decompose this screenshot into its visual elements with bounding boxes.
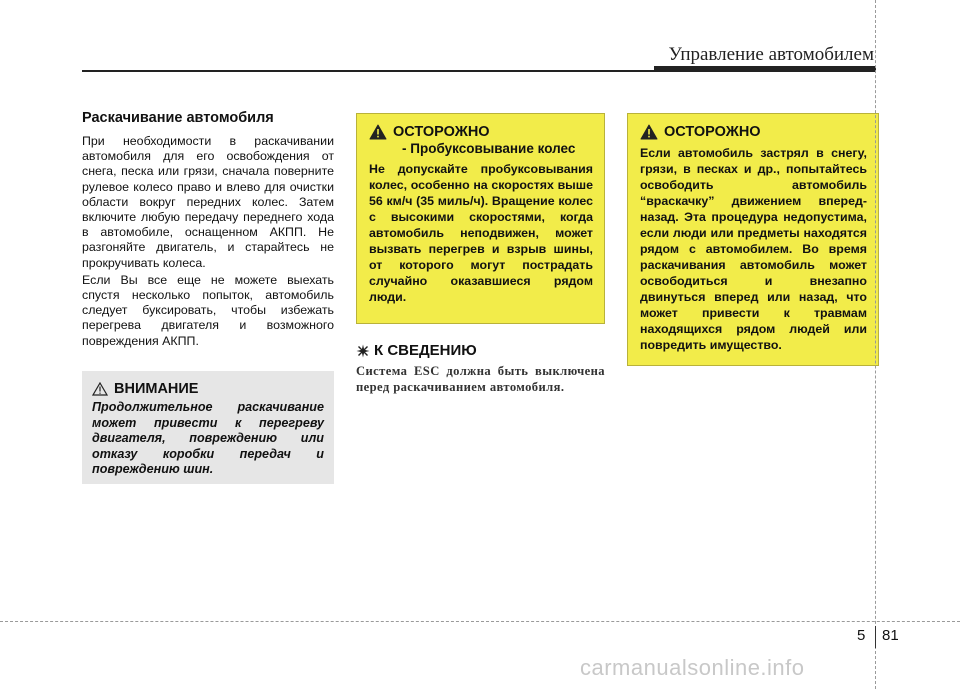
paragraph: Если Вы все еще не можете выехать спустя несколько попыток, автомобиль следует буксировать, чтобы избежать перегрева двигателя и возможного повреждения АКПП. (82, 272, 334, 348)
warning-header (640, 124, 867, 140)
info-text: Система ESC должна быть выключена перед раскачиванием автомобиля. (356, 364, 605, 394)
info-header (356, 342, 605, 359)
warning-text: Если автомобиль застрял в снегу, грязи, в песках и др., попытайтесь освободить автомобиль “враскачку” движением вперед-назад. Эта процедура недопустима, если люди или предметы находятся рядом с автомобилем. Во время раскачивания автомобиль может освободиться и внезапно двинуться вперед или назад, что может привести к травмам находящихся рядом людей или повредить имущество. (640, 146, 867, 352)
paragraph: При необходимости в раскачивании автомобиля для его освобождения от снега, песка или грязи, сначала поверните рулевое колесо право и влево для очистки области вокруг передних колес. Затем включите любую передачу переднего хода в автомобиле, оснащенном АКПП. Не разгоняйте двигатель, и старайтесь не прокручивать колеса. (82, 134, 334, 270)
info-note (356, 342, 605, 395)
attention-header (92, 381, 324, 397)
warning-triangle-icon (369, 124, 387, 140)
chapter-number: 5 (857, 627, 866, 644)
footer-rule (0, 621, 960, 622)
page-number: 81 (882, 627, 899, 644)
warning-title: ОСТОРОЖНО (664, 124, 761, 140)
header-rule-thick (654, 66, 876, 72)
warning-text: Не допускайте пробуксовывания колес, особенно на скоростях выше 56 км/ч (35 миль/ч). Вращение колес с высокими скоростями, когда автомобиль неподвижен, может вызвать перегрев и взрыв шины, от которого могут пострадать случайно оказавшиеся рядом люди. (369, 162, 593, 304)
warning-box-wheel-spin (356, 113, 605, 324)
warning-box-rocking (627, 113, 879, 366)
info-title: К СВЕДЕНИЮ (374, 342, 477, 359)
attention-box (82, 371, 334, 484)
page-number-divider (875, 626, 876, 648)
warning-triangle-icon (640, 124, 658, 140)
footer-vertical-rule (875, 0, 876, 689)
header-title: Управление автомобилем (668, 44, 874, 65)
attention-title: ВНИМАНИЕ (114, 381, 199, 397)
watermark: carmanualsonline.info (580, 655, 805, 680)
outline-triangle-icon (92, 382, 108, 396)
warning-subtitle: - Пробуксовывание колес (402, 141, 576, 156)
section-title: Раскачивание автомобиля (82, 110, 274, 126)
warning-header (369, 124, 593, 140)
warning-title: ОСТОРОЖНО (393, 124, 490, 140)
attention-text: Продолжительное раскачивание может привести к перегреву двигателя, повреждению или отказу коробки передач и повреждению шин. (92, 400, 324, 476)
star-cross-icon (356, 344, 370, 358)
left-column (82, 110, 334, 351)
